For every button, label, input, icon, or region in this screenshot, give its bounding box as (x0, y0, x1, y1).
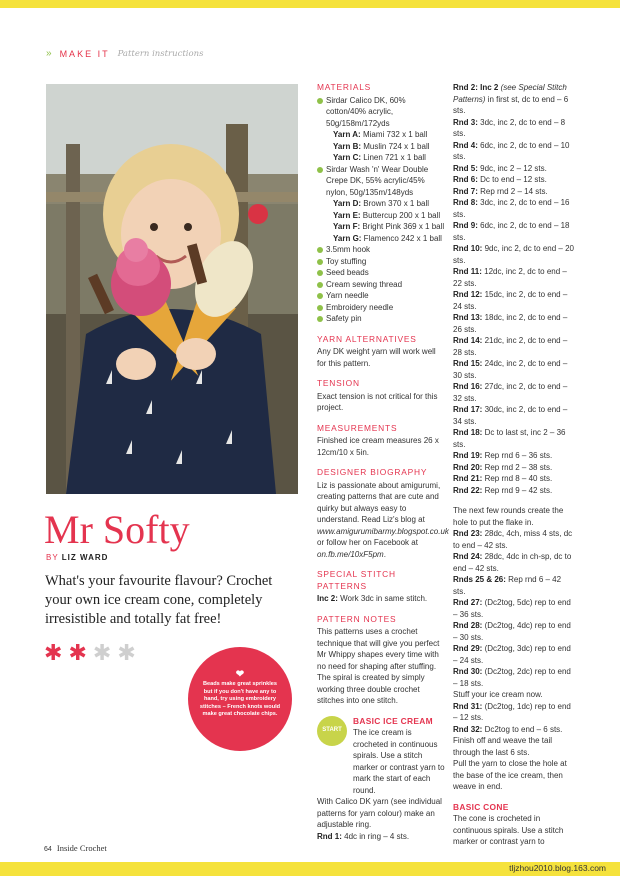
yarn-item: Yarn D: Brown 370 x 1 ball (333, 199, 430, 208)
material-item: Cream sewing thread (317, 279, 445, 291)
round-18: Rnd 18: Dc to last st, inc 2 – 36 sts. (453, 428, 566, 449)
round-4: Rnd 4: 6dc, inc 2, dc to end – 10 sts. (453, 140, 570, 161)
star-icon-filled: ✱ (44, 640, 63, 665)
round-21: Rnd 21: Rep rnd 8 – 40 sts. (453, 474, 553, 483)
yarn-item: Yarn B: Muslin 724 x 1 ball (333, 141, 430, 151)
round-20: Rnd 20: Rep rnd 2 – 38 sts. (453, 462, 553, 472)
round-32: Rnd 32: Dc2tog to end – 6 sts. (453, 724, 563, 734)
stuff-text: Stuff your ice cream now. (453, 690, 543, 699)
page-title: Mr Softy (44, 507, 190, 552)
round-17: Rnd 17: 30dc, inc 2, dc to end – 34 sts. (453, 405, 568, 426)
measurements-text: Finished ice cream measures 26 x 12cm/10 x 5in. (317, 436, 439, 457)
hole-text: The next few rounds create the hole to put the flake in. (453, 506, 564, 527)
basic-cone-heading: BASIC CONE (453, 801, 509, 812)
materials-heading: MATERIALS (317, 82, 372, 92)
material-item: Seed beads (317, 267, 445, 279)
round-30: Rnd 30: (Dc2tog, 2dc) rep to end – 18 sts. (453, 667, 571, 688)
byline-prefix: BY (46, 553, 59, 562)
instructions-column (453, 82, 575, 848)
finish-text: Finish off and weave the tail through the last 6 sts. (453, 736, 553, 757)
arrows-icon: » (46, 48, 52, 59)
round-25-26: Rnds 25 & 26: Rep rnd 6 – 42 sts. (453, 575, 562, 596)
basic-ice-cream-heading: BASIC ICE CREAM (353, 715, 433, 726)
round-15: Rnd 15: 24dc, inc 2, dc to end – 30 sts. (453, 359, 568, 380)
facebook-link[interactable]: on.fb.me/10xF5pm (317, 549, 384, 559)
round-10: Rnd 10: 9dc, inc 2, dc to end – 20 sts. (453, 244, 574, 265)
difficulty-rating (44, 642, 136, 664)
round-6: Rnd 6: Dc to end – 12 sts. (453, 175, 547, 184)
round-7: Rnd 7: Rep rnd 2 – 14 sts. (453, 186, 548, 196)
round-22: Rnd 2: Inc 2 (see Special Stitch Patterns) in first st, dc to end – 6 sts. (453, 83, 569, 115)
section-subtitle: Pattern instructions (117, 48, 204, 59)
round-31: Rnd 31: (Dc2tog, 1dc) rep to end – 12 sts. (453, 701, 571, 722)
round-1: Rnd 1: 4dc in ring – 4 sts. (317, 831, 410, 841)
round-27: Rnd 27: (Dc2tog, 5dc) rep to end – 36 sts. (453, 598, 571, 619)
material-item: Safety pin (317, 313, 445, 325)
yarn-item: Yarn G: Flamenco 242 x 1 ball (333, 233, 442, 243)
rounds-list-2 (453, 528, 575, 689)
start-badge: START (317, 716, 347, 746)
basic-cone-text: The cone is crocheted in continuous spirals. Use a stitch marker or contrast yarn to (453, 814, 564, 846)
tip-bubble (188, 647, 292, 751)
material-item: Sirdar Calico DK, 60% cotton/40% acrylic, 50g/158m/172yds (317, 95, 445, 130)
section-header (46, 48, 203, 59)
heart-icon: ❤ (235, 669, 245, 680)
watermark-bar (0, 862, 620, 876)
blog-link[interactable]: www.amigurumibarmy.blogspot.co.uk (317, 526, 449, 536)
yarn-alternatives-heading: YARN ALTERNATIVES (317, 333, 417, 344)
designer-heading: DESIGNER BIOGRAPHY (317, 467, 428, 477)
yarn-item: Yarn E: Buttercup 200 x 1 ball (333, 210, 441, 220)
star-icon-filled: ✱ (68, 640, 87, 665)
measurements-heading: MEASUREMENTS (317, 422, 398, 433)
round-24: Rnd 24: 28dc, 4dc in ch-sp, dc to end – 42 sts. (453, 552, 572, 573)
section-label: MAKE IT (59, 48, 110, 59)
tension-heading: TENSION (317, 378, 360, 388)
byline (46, 553, 108, 562)
designer-text: Liz is passionate about amigurumi, creating patterns that are cute and quirky but always easy to understand. Read Liz's blog at www.amigurumibarmy.blogspot.co.uk or follow her on Facebook at on.fb.me/10xF5pm. (317, 480, 449, 559)
rounds-list (453, 82, 575, 496)
round-13: Rnd 13: 18dc, inc 2, dc to end – 26 sts. (453, 313, 568, 334)
pattern-notes-heading: PATTERN NOTES (317, 613, 397, 624)
round-16: Rnd 16: 27dc, inc 2, dc to end – 32 sts. (453, 382, 568, 403)
star-icon-empty: ✱ (117, 640, 136, 665)
special-stitch-heading: SPECIAL STITCH PATTERNS (317, 569, 396, 591)
round-12: Rnd 12: 15dc, inc 2, dc to end – 24 sts. (453, 290, 568, 311)
basic-ice-cream-section (317, 716, 445, 843)
star-icon-empty: ✱ (92, 640, 112, 665)
hero-photo (46, 84, 298, 494)
special-stitch-text: Inc 2: Work 3dc in same stitch. (317, 594, 428, 603)
pattern-notes-text: This patterns uses a crochet technique that will give you perfect Mr Whippy shapes every time with no need for shaping after stuffing. The spiral is created by simply working three double crochet stitches into one stitch. (317, 627, 440, 705)
basic-ice-cream-text2: With Calico DK yarn (see individual patterns for yarn colour) make an adjustable ring. (317, 797, 442, 829)
basic-ice-cream-text: The ice cream is crocheted in continuous spirals. Use a stitch marker or contrast yarn to mark the start of each round. (353, 728, 445, 795)
materials-list (317, 95, 445, 325)
material-item: Embroidery needle (317, 302, 445, 314)
yarn-item: Yarn C: Linen 721 x 1 ball (333, 153, 426, 162)
round-22: Rnd 22: Rep rnd 9 – 42 sts. (453, 485, 553, 495)
author-name: LIZ WARD (61, 553, 109, 562)
pull-text: Pull the yarn to close the hole at the base of the ice cream, then weave in end. (453, 759, 567, 791)
material-item: Sirdar Wash 'n' Wear Double Crepe DK, 55% acrylic/45% nylon, 50g/135m/148yds (317, 164, 445, 199)
tip-text: Beads make great sprinkles but if you don't have any to hand, try using embroidery stitches – French knots would make great chocolate chips. (199, 681, 281, 718)
intro-text: What's your favourite flavour? Crochet your own ice cream cone, completely irresistible and totally fat free! (45, 573, 273, 627)
round-29: Rnd 29: (Dc2tog, 3dc) rep to end – 24 sts. (453, 644, 571, 665)
page-footer (44, 843, 107, 853)
magazine-name: Inside Crochet (56, 843, 107, 853)
watermark-text: tljzhou2010.blog.163.com (509, 863, 606, 873)
yarn-item: Yarn A: Miami 732 x 1 ball (333, 130, 428, 139)
yarn-alternatives-text: Any DK weight yarn will work well for this pattern. (317, 347, 436, 368)
material-item: 3.5mm hook (317, 244, 445, 256)
materials-column (317, 82, 449, 842)
round-19: Rnd 19: Rep rnd 6 – 36 sts. (453, 451, 553, 460)
round-23: Rnd 23: 28dc, 4ch, miss 4 sts, dc to end – 42 sts. (453, 529, 573, 550)
round-5: Rnd 5: 9dc, inc 2 – 12 sts. (453, 163, 547, 173)
round-8: Rnd 8: 3dc, inc 2, dc to end – 16 sts. (453, 198, 570, 219)
round-28: Rnd 28: (Dc2tog, 4dc) rep to end – 30 sts. (453, 621, 571, 642)
material-item: Toy stuffing (317, 256, 445, 268)
round-9: Rnd 9: 6dc, inc 2, dc to end – 18 sts. (453, 221, 570, 242)
page-number: 64 (44, 846, 52, 853)
material-item: Yarn needle (317, 290, 445, 302)
child-with-ice-cream-illustration (46, 84, 298, 494)
rounds-list-3 (453, 701, 575, 736)
yarn-item: Yarn F: Bright Pink 369 x 1 ball (333, 222, 445, 231)
round-11: Rnd 11: 12dc, inc 2, dc to end – 22 sts. (453, 267, 567, 288)
round-14: Rnd 14: 21dc, inc 2, dc to end – 28 sts. (453, 336, 568, 357)
round-3: Rnd 3: 3dc, inc 2, dc to end – 8 sts. (453, 117, 566, 138)
tension-text: Exact tension is not critical for this project. (317, 391, 438, 412)
